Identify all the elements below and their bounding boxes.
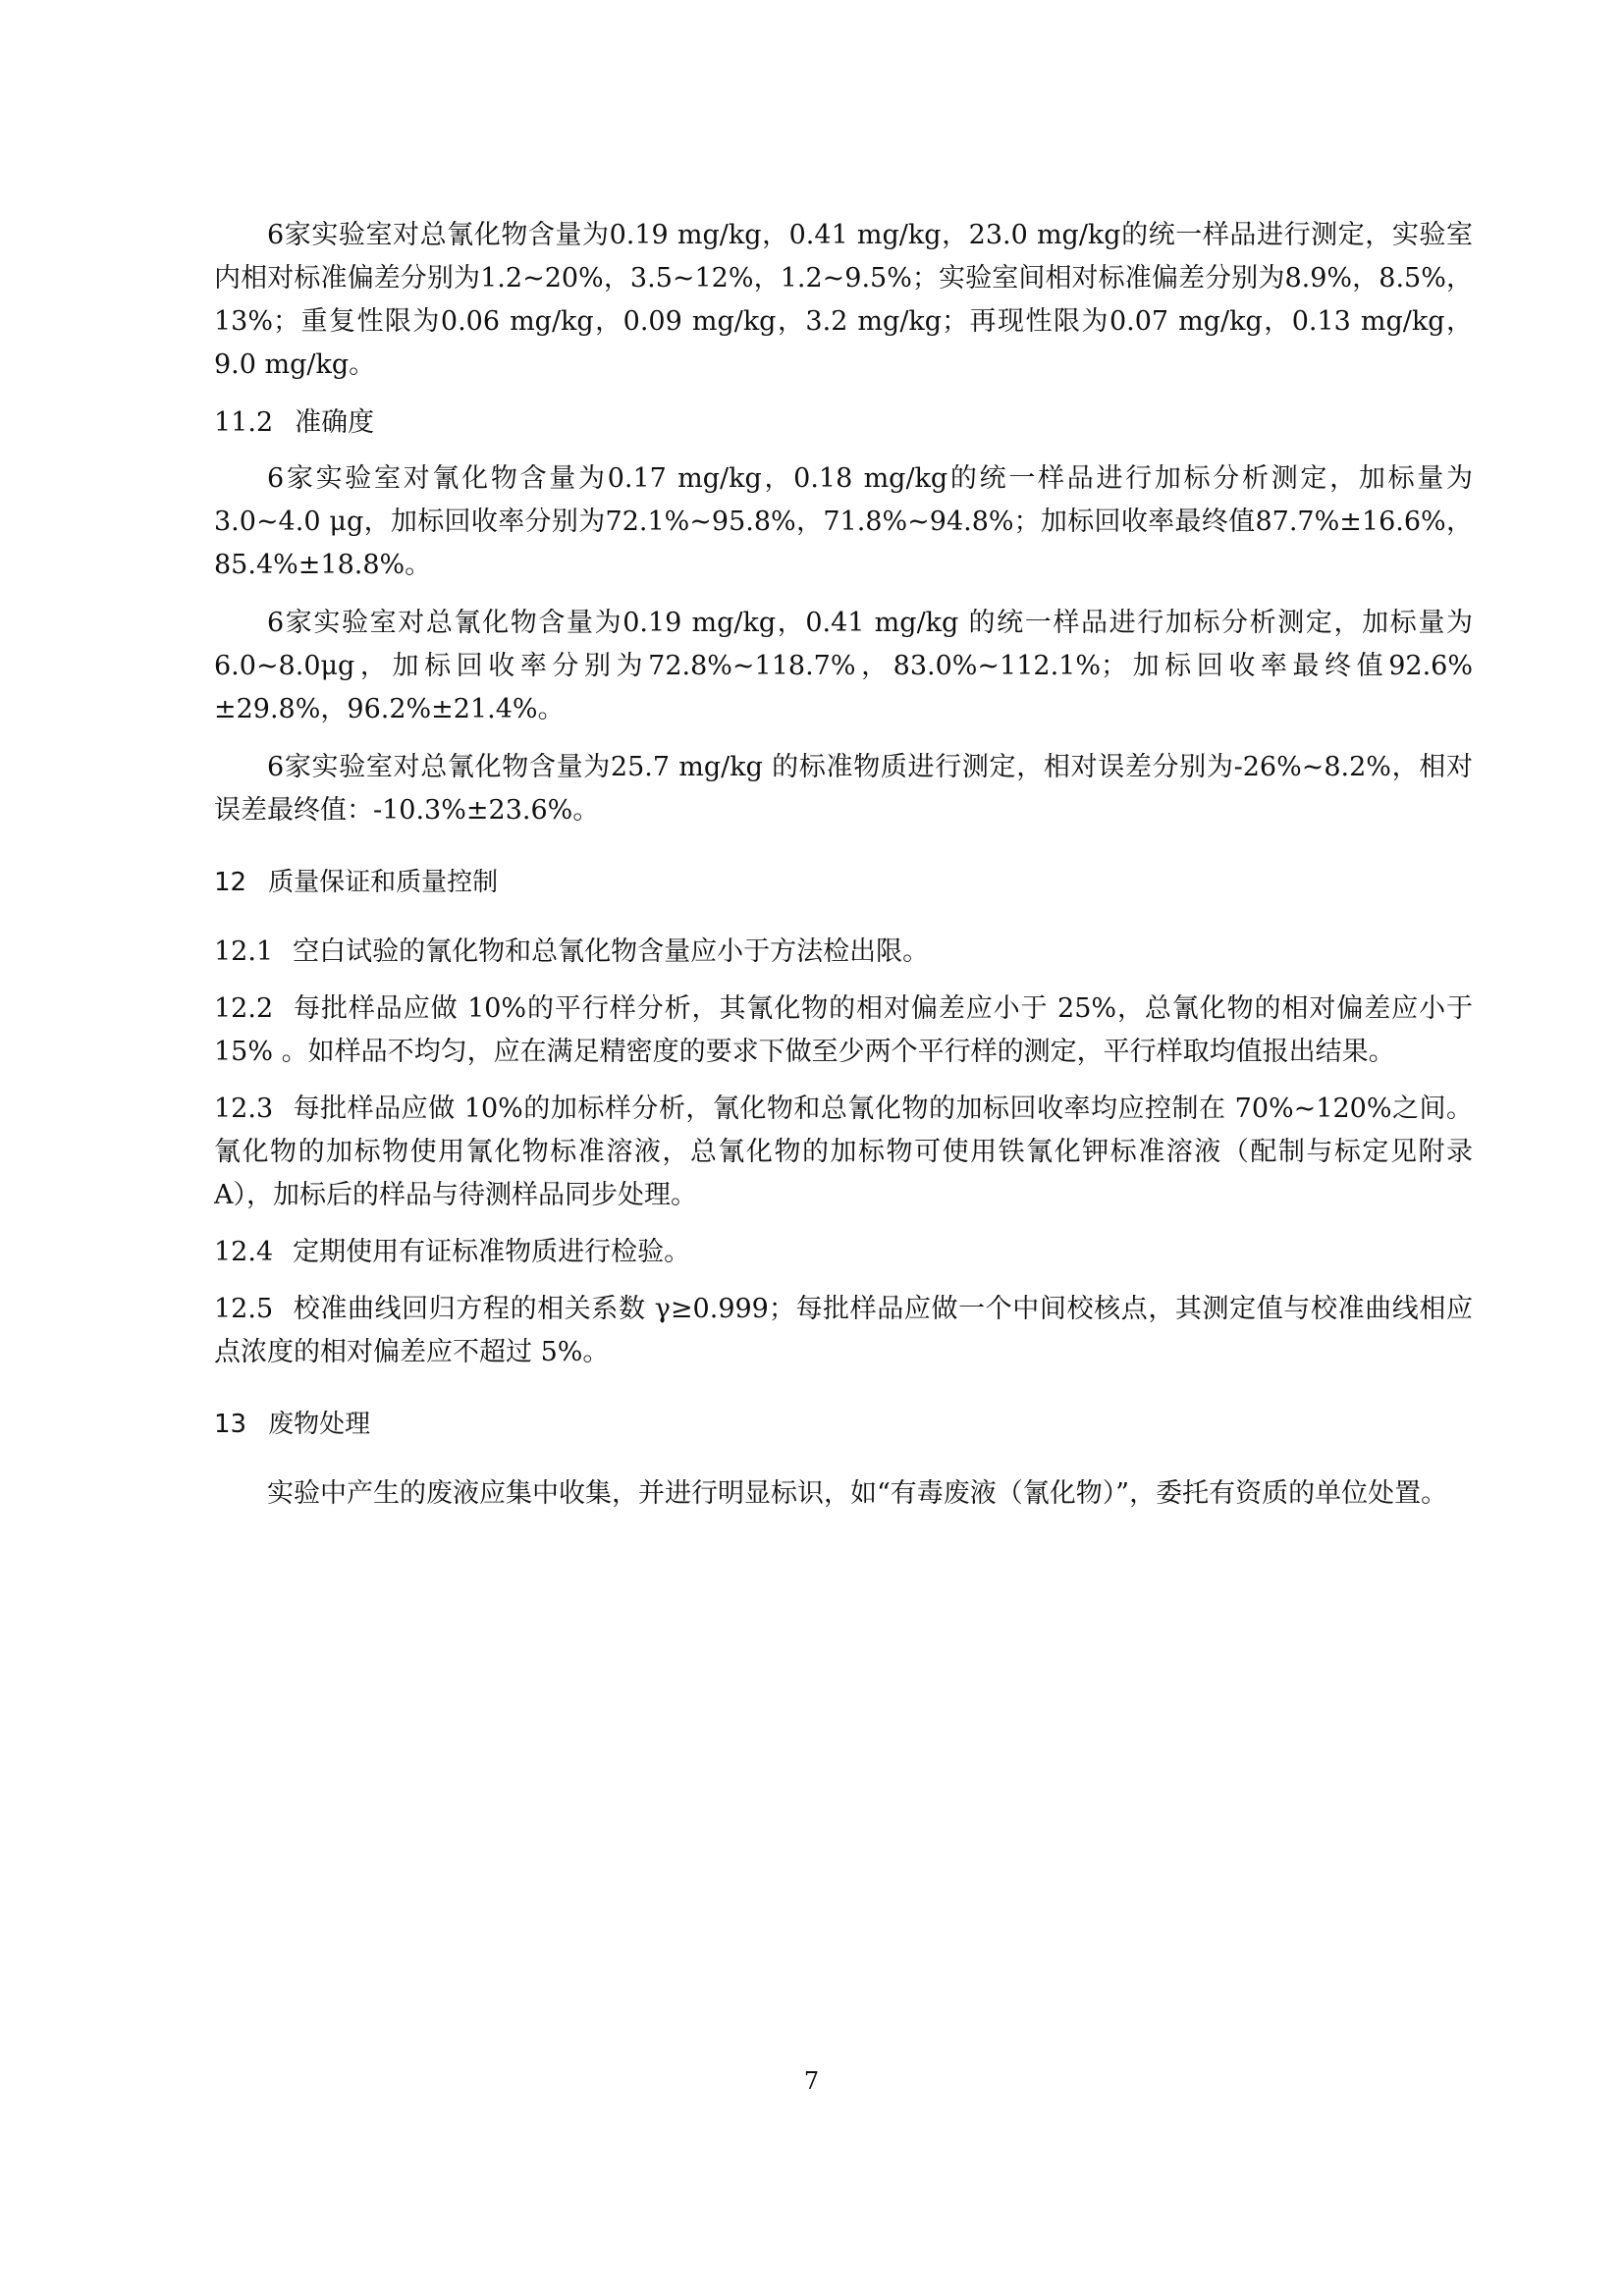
section-number: 11.2 bbox=[214, 407, 274, 438]
section-title: 质量保证和质量控制 bbox=[268, 868, 499, 897]
clause-number: 12.2 bbox=[214, 993, 274, 1024]
clause-number: 12.5 bbox=[214, 1294, 274, 1324]
clause-text: 校准曲线回归方程的相关系数 γ≥0.999；每批样品应做一个中间校核点，其测定值与校准曲线相应点浓度的相对偏差应不超过 5%。 bbox=[214, 1294, 1473, 1367]
clause-number: 12.4 bbox=[214, 1237, 274, 1267]
waste-paragraph: 实验中产生的废液应集中收集，并进行明显标识，如“有毒废液（氰化物）”，委托有资质的单位处置。 bbox=[267, 1478, 1448, 1509]
section-title: 准确度 bbox=[295, 407, 375, 438]
precision-paragraph: 6家实验室对总氰化物含量为0.19 mg/kg，0.41 mg/kg，23.0 mg/kg的统一样品进行测定，实验室内相对标准偏差分别为1.2~20%，3.5~12%，1.2~9.5%；实验室间相对标准偏差分别为8.9%，8.5%，13%；重复性限为0.06 mg/kg，0.09 mg/kg，3.2 mg/kg；再现性限为0.07 mg/kg，0.13 mg/kg，9.0 mg/kg。 bbox=[214, 220, 1473, 380]
clause-text: 每批样品应做 10%的平行样分析，其氰化物的相对偏差应小于 25%，总氰化物的相对偏差应小于 15% 。如样品不均匀，应在满足精密度的要求下做至少两个平行样的测定，平行样取均值报出结果。 bbox=[214, 993, 1473, 1067]
accuracy-paragraph-2: 6家实验室对总氰化物含量为0.19 mg/kg，0.41 mg/kg 的统一样品进行加标分析测定，加标量为6.0~8.0μg，加标回收率分别为72.8%~118.7%，83.0%~112.1%；加标回收率最终值92.6%±29.8%，96.2%±21.4%。 bbox=[214, 608, 1473, 724]
section-number: 12 bbox=[214, 868, 247, 897]
section-11-2-heading bbox=[214, 401, 1473, 445]
clause-12-5 bbox=[214, 1288, 1473, 1374]
accuracy-paragraph-3: 6家实验室对总氰化物含量为25.7 mg/kg 的标准物质进行测定，相对误差分别为-26%~8.2%，相对误差最终值：-10.3%±23.6%。 bbox=[214, 752, 1473, 826]
clause-text: 定期使用有证标准物质进行检验。 bbox=[293, 1237, 691, 1267]
section-title: 废物处理 bbox=[268, 1410, 371, 1439]
clause-12-1 bbox=[214, 931, 1473, 974]
section-number: 13 bbox=[214, 1410, 247, 1439]
clause-12-3 bbox=[214, 1088, 1473, 1217]
section-13-heading bbox=[214, 1403, 1473, 1446]
clause-number: 12.1 bbox=[214, 936, 274, 967]
accuracy-paragraph-1: 6家实验室对氰化物含量为0.17 mg/kg，0.18 mg/kg的统一样品进行加标分析测定，加标量为3.0~4.0 μg，加标回收率分别为72.1%~95.8%，71.8%~94.8%；加标回收率最终值87.7%±16.6%，85.4%±18.8%。 bbox=[214, 463, 1473, 580]
clause-number: 12.3 bbox=[214, 1094, 274, 1124]
clause-text: 每批样品应做 10%的加标样分析，氰化物和总氰化物的加标回收率均应控制在 70%~120%之间。氰化物的加标物使用氰化物标准溶液，总氰化物的加标物可使用铁氰化钾标准溶液（配制与标定见附录 A），加标后的样品与待测样品同步处理。 bbox=[214, 1094, 1473, 1210]
document-page bbox=[214, 214, 1473, 1530]
page-number: 7 bbox=[803, 2067, 820, 2095]
section-12-heading bbox=[214, 861, 1473, 904]
clause-text: 空白试验的氰化物和总氰化物含量应小于方法检出限。 bbox=[293, 936, 930, 967]
clause-12-4 bbox=[214, 1231, 1473, 1274]
clause-12-2 bbox=[214, 988, 1473, 1074]
